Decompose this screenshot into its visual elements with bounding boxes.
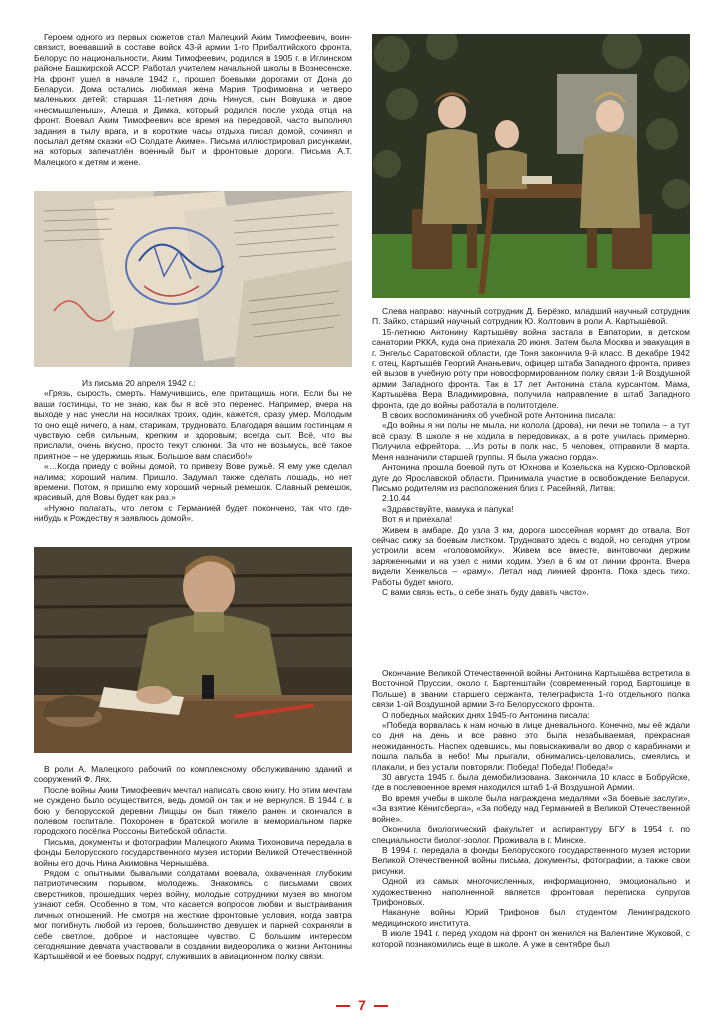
page-footer [0, 997, 724, 1013]
paragraph: Окончание Великой Отечественной войны Антонина Картышёва встретила в Восточной Пруссии, около г. Бартенштайн (современный город Бартошице в Польше) в звании старшего сержанта, телеграфиста 1-го отдельного полка связи 1-ой Воздушной армии 3-го Белорусского фронта. [372, 668, 690, 710]
kartysheva-article-text [372, 306, 690, 597]
paragraph: Одной из самых многочисленных, информационно, эмоционально и художественно наполненной является фронтовая переписка супругов Трифоновых. [372, 876, 690, 907]
quote: «Победа ворвалась к нам ночью в лице дневального. Конечно, мы её ждали со дня на день и все равно это была незабываемая, прекрасная неожиданность. Наспех одевшись, мы повыскакивали во двор с карабинами и пошла пальба в небо! Мы прыгали, обнимались-целовались, смеялись и плакали, и без устали повторяли: Победа! Победа! Победа!» [372, 720, 690, 772]
maletsky-article-text [34, 764, 352, 962]
paragraph: 30 августа 1945 г. была демобилизована. Закончила 10 класс в Бобруйске, где в послевоенное время находился штаб 1-й Воздушной Армии. [372, 772, 690, 793]
paragraph: Во время учебы в школе была награждена медалями «За боевые заслуги», «За взятие Кёнигсберга», «За победу над Германией в Великой Отечественной войне». [372, 792, 690, 824]
page-number: 7 [358, 997, 366, 1013]
soldier-actor-photo [34, 547, 352, 753]
letter-line: С вами связь есть, о себе знать буду давать часто». [382, 586, 589, 597]
intro-article-text [34, 32, 352, 167]
photo-caption: В роли А. Малецкого рабочий по комплексному обслуживанию зданий и сооружений Ф. Лях. [34, 764, 352, 785]
women-soldiers-photo [372, 34, 690, 298]
paragraph: Антонина прошла боевой путь от Юхнова и Козельска на Курско-Орловской дуге до Ярославской области. Принимала участие в освобождение Беларуси. Письмо родителям из расположения близ г. Расейняй, Литва: [372, 462, 690, 493]
letters-photo [34, 191, 352, 367]
letter-date: 2.10.44 [382, 493, 411, 504]
paragraph: О победных майских днях 1945-го Антонина писала: [382, 709, 590, 720]
quote: «Нужно полагать, что летом с Германией будет покончено, так что где-нибудь к Рождеству я заявлюсь домой». [34, 502, 352, 524]
footer-dash-left [336, 1005, 350, 1007]
quote: «До войны я ни полы не мыла, ни колола (дрова), ни печи не топила – а тут всё сразу. В школе я не ходила в передовиках, а в роте училась примерно. Получила ефрейтора. …Из роты в полк нас, 5 человек, отправили 8 марта. Меня назначили старшей группы. Я была ужасно горда». [372, 420, 690, 462]
letter-line: Вот я и приехала! [382, 514, 453, 525]
paragraph: Героем одного из первых сюжетов стал Малецкий Аким Тимофеевич, воин-связист, воевавший в составе войск 43-й армии 1-го Прибалтийского фронта. Белорус по национальности, Аким Тимофеевич, родился в 1905 г. в Иглинском районе Башкирской АССР. Работал учителем начальной школы в Вознесенске. На фронт ушел в начале 1942 г., прошел боевыми дорогами от Дона до Беларуси. Дома остались любимая жена Мария Трофимовна и четверо маленьких детей: старшая 11-летняя дочь Нинуся, сын Вовушка и двое «несмышленыш», Алеша и Димка, который родился после ухода отца на фронт. Воевал Аким Тимофеевич все время на передовой, часто выполнял задания в тылу врага, и в короткие часы отдыха писал домой, сочинял и посылал детям сказки «О Солдате Акиме». Письма иллюстрировал рисунками, на которых запечатлён военный быт и фронтовые дороги. Письма А.Т. Малецкого к детям и жене. [34, 32, 352, 167]
photo-caption: Слева направо: научный сотрудник Д. Берёзко, младший научный сотрудник П. Зайко, старший научный сотрудник Ю. Колтович в роли А. Картышёвой. [372, 306, 690, 327]
paragraph: Накануне войны Юрий Трифонов был студентом Ленинградского медицинского института. [372, 907, 690, 928]
paragraph: 15-летнюю Антонину Картышёву война застала в Евпатории, в детском санатории РККА, куда она приехала 20 июня. Затем была Москва и эвакуация в г. Энгельс Саратовской области, где Тоня закончила 9-й класс. В декабре 1942 г. отец, Картышёв Георгий Ананьевич, офицер штаба Западного фронта, привез ей вызов в учебную роту при новосформированном полку связи 1-й Воздушной армии Западного фронта. Так в 17 лет Антонина стала курсантом. Мама, Картышёва Вера Владимировна, получила направление в штаб Западного фронта, где до войны работала в политотделе. [372, 326, 690, 410]
paragraph: Письма, документы и фотографии Малецкого Акима Тихоновича передала в фонды Белорусского государственного музея истории Великой Отечественной войны его дочь Нина Акимовна Чернышёва. [34, 836, 352, 868]
paragraph: Окончила биологический факультет и аспирантуру БГУ в 1954 г. по специальности биолог-зоолог. Проживала в г. Минске. [372, 824, 690, 845]
paragraph: В 1994 г. передала в фонды Белорусского государственного музея истории Великой Отечественной войны письма, документы, фотографии, а также свои рисунки. [372, 844, 690, 876]
letter-quotes [34, 378, 352, 524]
kartysheva-article-continued [372, 668, 690, 949]
footer-dash-right [374, 1005, 388, 1007]
letter-line: «Здравствуйте, мамука и папука! [382, 503, 514, 514]
quote: «…Когда приеду с войны домой, то привезу Вове ружьё. Я ему уже сделал налима; хороший налим. Пришло. Задумал также сделать лошадь, но нет времени. Потом, я пришлю ему хороший черный ремешок. Славный ремешок, красивый, для Вовы будет как раз.» [34, 461, 352, 503]
letter-date: Из письма 20 апреля 1942 г.: [82, 378, 196, 388]
paragraph: После войны Аким Тимофеевич мечтал написать свою книгу. Но этим мечтам не суждено было осуществится, ведь домой он так и не вернулся. В 1944 г. в бою у белорусской деревни Лищцы он был тяжело ранен и скончался в полевом госпитале. Похоронен в братской могиле в мемориальном парке городского посёлка Россоны Витебской области. [34, 784, 352, 837]
paragraph: В своих воспоминаниях об учебной роте Антонина писала: [382, 410, 616, 421]
letter-line: Живем в амбаре. До узла 3 км, дорога шоссейная кормят до отвала. Вот сейчас сижу за боевым листком. Трудновато здесь с водой, но сегодня утром устроили всем «головомойку». Живем все вместе, винтовочки держим заряженными и на узел с ними ходим. Узел в 6 км от линии фронта. Вчера видели Хенкельса – «раму». Летал над линией фронта. Пока здесь тихо. Работы будет много. [372, 524, 690, 587]
quote: «Грязь, сырость, смерть. Намучившись, еле притащишь ноги. Если бы не ваши гостинцы, то не знаю, как бы я всё это перенес. Например, вчера на выходе у нас унесли на носилках троих, один, кажется, сразу умер. Молодым то оно ещё ничего, а нам, старикам, трудновато. Благодаря вашим гостинцам я чувствую себя сильным, крепким и здоровым; всегда сыт. Всё, что вы прислали, очень вкусно, просто текут слюнки. За что не возьмусь, всё такое приятное – не удержишь язык. Большое вам спасибо!» [34, 388, 352, 461]
paragraph: Рядом с опытными бывалыми солдатами воевала, охваченная глубоким патриотическим порывом, молодежь. Знакомясь с письмами своих сверстников, прошедших через войну, молодые сотрудники музея во многом узнают себя. Особенно в том, что касается вопросов любви и выстраивания личных отношений. Не смотря на жесткие фронтовые условия, когда завтра мог погибнуть любой из героев, большинство девушек и парней сохраняли в себе светлое, доброе и настоящее чувство. С большим интересом сегодняшние девчата участвовали в создании видеоролика о жизни Антонины Картышёвой и ее боевых подруг, служивших в авиационном полку связи. [34, 868, 352, 962]
paragraph: В июле 1941 г. перед уходом на фронт он женился на Валентине Жуковой, с которой познакомились еще в школе. А уже в сентябре был [372, 928, 690, 949]
